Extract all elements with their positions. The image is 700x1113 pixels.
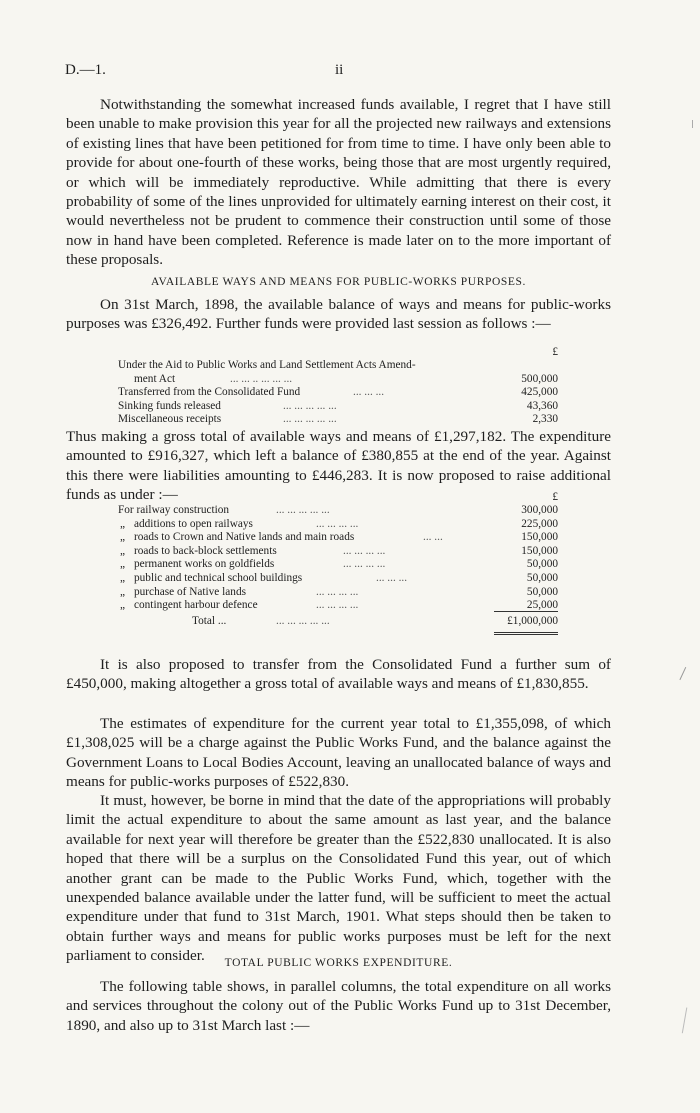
row-leader: ... ... .. ... ... ... xyxy=(230,372,293,385)
ditto-mark: „ xyxy=(120,558,126,571)
row-leader: ... ... ... ... xyxy=(343,558,386,571)
row-label: roads to back-block settlements xyxy=(134,544,277,557)
table-row xyxy=(118,599,558,613)
margin-mark xyxy=(679,667,692,683)
row-leader: ... ... ... ... xyxy=(316,585,359,598)
ditto-mark: „ xyxy=(120,531,126,544)
total-double-rule xyxy=(494,632,558,635)
ditto-mark: „ xyxy=(120,517,126,530)
row-label: additions to open railways xyxy=(134,517,253,530)
row-value: 150,000 xyxy=(521,544,558,557)
row-value: 425,000 xyxy=(521,386,558,399)
table-row xyxy=(118,531,558,545)
row-label: permanent works on goldfields xyxy=(134,558,275,571)
page-number: ii xyxy=(335,62,344,78)
ditto-mark: „ xyxy=(120,544,126,557)
row-label: Transferred from the Consolidated Fund xyxy=(118,386,301,399)
table-row xyxy=(118,615,558,629)
ditto-mark: „ xyxy=(120,571,126,584)
margin-mark xyxy=(682,1008,694,1035)
row-label: Under the Aid to Public Works and Land Settlement Acts Amend- xyxy=(118,359,416,371)
row-value: 43,360 xyxy=(526,399,558,412)
table-row xyxy=(118,504,558,518)
row-label: contingent harbour defence xyxy=(134,599,258,612)
paragraph-estimates: The estimates of expenditure for the current year total to £1,355,098, of which £1,308,025 will be a charge against the Public Works Fund, and the balance against the Government Loans to Local Bodies Account, leaving an unallocated balance of ways and means for public-works purposes of £522,830. xyxy=(66,715,611,791)
row-value: 50,000 xyxy=(526,558,558,571)
table-additional-funds xyxy=(118,491,558,613)
row-leader: ... ... ... ... ... xyxy=(283,399,337,412)
paragraph-appropriations: It must, however, be borne in mind that the date of the appropriations will probably limit the actual expenditure to about the same amount as last year, and the balance available for next year will therefore be greater than the £522,830 unallocated. It is also hoped that there will be a surplus on the Consolidated Fund this year, out of which another grant can be made to the Public Works Fund, which, together with the unexpended balance available under the latter fund, will be sufficient to meet the actual expenditure under that fund to 31st March, 1901. What steps should then be taken to obtain further ways and means for public works purposes must be left for the next parliament to consider. xyxy=(66,792,611,965)
row-label: roads to Crown and Native lands and main roads xyxy=(134,531,355,544)
currency-header: £ xyxy=(552,491,558,503)
paragraph-funds-provision: Notwithstanding the somewhat increased funds available, I regret that I have still been unable to make provision this year for all the projected new railways and extensions of existing lines that have been petitioned for from time to time. I have only been able to provide for about one-fourth of these works, being those that are most urgently required, or which will be immediately reproductive. While admitting that there is every probability of some of the lines unprovided for ultimately earning interest on their cost, it would nevertheless not be prudent to commence their construction until some of those now in hand have been completed. Reference is made later on to the more important of these proposals. xyxy=(66,96,611,269)
row-leader: ... ... ... ... xyxy=(316,517,359,530)
paragraph-following-table: The following table shows, in parallel columns, the total expenditure on all works and services throughout the colony out of the Public Works Fund up to 31st December, 1890, and also up to 31st March last :— xyxy=(66,978,611,1034)
table-total-row xyxy=(118,615,558,629)
table-row xyxy=(118,359,558,373)
row-label: purchase of Native lands xyxy=(134,585,246,598)
row-value: 50,000 xyxy=(526,571,558,584)
row-value: 500,000 xyxy=(521,372,558,385)
row-leader: ... ... ... xyxy=(376,571,408,584)
row-leader: ... ... ... ... ... xyxy=(276,504,330,516)
row-label: Sinking funds released xyxy=(118,399,221,412)
table-row xyxy=(118,373,558,387)
table-row xyxy=(118,558,558,572)
row-label: public and technical school buildings xyxy=(134,571,303,584)
row-leader: ... ... xyxy=(423,531,443,544)
paragraph-consolidated-transfer: It is also proposed to transfer from the Consolidated Fund a further sum of £450,000, making altogether a gross total of available ways and means of £1,830,855. xyxy=(66,656,611,693)
table-row xyxy=(118,400,558,414)
row-leader: ... ... ... ... xyxy=(343,544,386,557)
row-leader: ... ... ... ... ... xyxy=(283,413,337,426)
table-funds-provided xyxy=(118,346,558,427)
row-label: Miscellaneous receipts xyxy=(118,413,222,426)
row-value: 225,000 xyxy=(521,517,558,530)
table-row xyxy=(118,586,558,600)
sum-rule xyxy=(494,611,558,612)
row-leader: ... ... ... ... ... xyxy=(276,615,330,627)
heading-available-ways-and-means: AVAILABLE WAYS AND MEANS FOR PUBLIC-WORKS PURPOSES. xyxy=(151,276,526,288)
ditto-mark: „ xyxy=(120,585,126,598)
row-label: ment Act xyxy=(134,372,176,385)
table-row xyxy=(118,518,558,532)
row-value: 150,000 xyxy=(521,531,558,544)
ditto-mark: „ xyxy=(120,599,126,612)
total-value: £1,000,000 xyxy=(507,615,558,627)
currency-header: £ xyxy=(552,346,558,358)
row-value: 300,000 xyxy=(521,504,558,516)
table-row xyxy=(118,545,558,559)
heading-total-public-works: TOTAL PUBLIC WORKS EXPENDITURE. xyxy=(224,957,453,969)
table-row xyxy=(118,572,558,586)
row-label: For railway construction xyxy=(118,504,230,516)
table-row xyxy=(118,386,558,400)
row-value: 25,000 xyxy=(526,599,558,612)
paragraph-gross-total: Thus making a gross total of available ways and means of £1,297,182. The expenditure amounted to £916,327, which left a balance of £380,855 at the end of the year. Against this there were liabilities amounting to £446,283. It is now proposed to raise additional funds as under :— xyxy=(66,428,611,504)
row-value: 2,330 xyxy=(532,413,558,426)
margin-mark xyxy=(692,120,700,128)
paragraph-balance-1898: On 31st March, 1898, the available balance of ways and means for public-works purposes was £326,492. Further funds were provided last session as follows :— xyxy=(66,296,611,333)
document-reference: D.—1. xyxy=(65,62,106,78)
total-label: Total ... xyxy=(192,615,227,627)
row-value: 50,000 xyxy=(526,585,558,598)
row-leader: ... ... ... xyxy=(353,386,385,399)
row-leader: ... ... ... ... xyxy=(316,599,359,612)
table-row xyxy=(118,413,558,427)
